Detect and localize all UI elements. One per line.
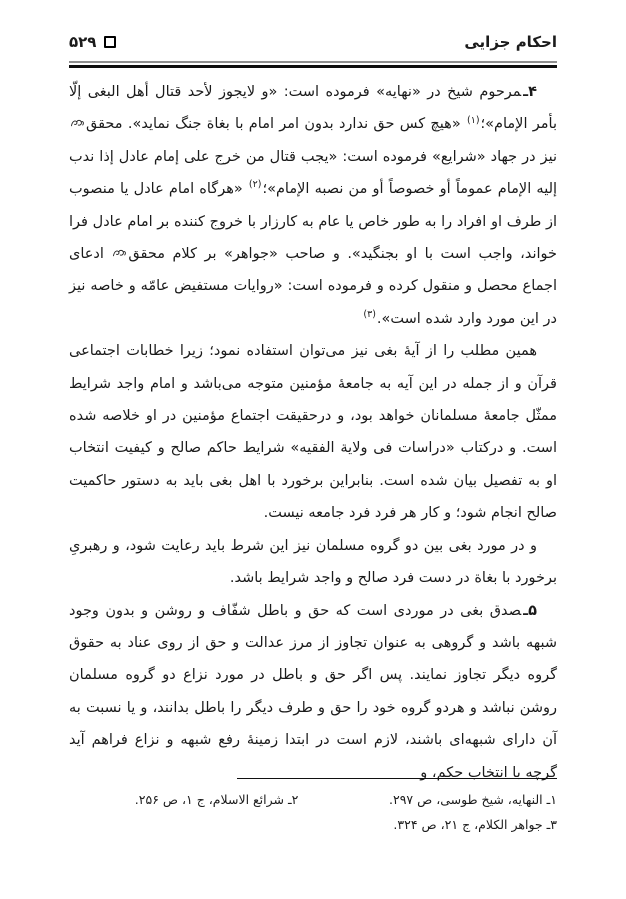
footnote-2: ۲ـ شرائع الاسلام، ج ۱، ص ۲۵۶.: [134, 792, 299, 807]
header-double-rule: [69, 61, 557, 68]
body-run: همین مطلب را از آیهٔ بغی نیز می‌توان استفاده نمود؛ زیرا خطابات اجتماعی قرآن و از جمله در این آیه به جامعهٔ مؤمنین متوجه می‌باشد و امام واجد شرایط ممثّل جامعهٔ مسلمانان خواهد بود، و درحقیقت اجتماع مؤمنین در او خلاصه شده است. و درکتاب «دراسات فی ولایة الفقیه» شرایط حاکم صالح و کیفیت انتخاب او به تفصیل بیان شده است. بنابراین برخورد با اهل بغی باید به دستور حاکمیت صالح انجام شود؛ و کار هر فرد فرد جامعه نیست.: [69, 343, 557, 522]
footnote-marker-3: (۳): [363, 309, 376, 321]
body-run: نیز در جهاد «شرایع» فرموده است: «یجب قتال من خرج علی إمام عادل إذا ندب إلیه الإمام عموماً أو خصوصاً أو من نصبه الإمام»؛: [69, 148, 558, 198]
page-number-block: [69, 33, 116, 51]
footnote-marker-2: (۲): [248, 179, 262, 191]
paragraph-4: [69, 76, 557, 335]
body-run: «هیچ کس حق ندارد بدون امر امام با بغاة جنگ نماید». محقق: [86, 116, 466, 133]
paragraph-aye-baghy: [69, 335, 557, 529]
item-number: ۵ـ: [523, 602, 537, 619]
qoddisa-sirruh-icon: [112, 248, 127, 259]
footnote-area: [69, 778, 557, 837]
body-run: ادعای اجماع محصل و منقول کرده و فرموده است: «روایات مستفیض عامّه و خاصه نیز در این مورد وارد شده است».: [69, 246, 557, 327]
body-run: «هرگاه امام عادل یا منصوب از طرف او افراد را به طور خاص یا عام به کارزار با خروج کننده بر امام عادل فرا خواند، واجب است با او بجنگید». و صاحب «جواهر» بر کلام محقق: [69, 181, 557, 263]
footnote-separator-rule: [237, 778, 557, 779]
page-number: ۵۲۹: [69, 33, 97, 51]
square-bullet-icon: [104, 36, 116, 48]
paragraph-5: [69, 595, 557, 789]
paragraph-two-groups: [69, 530, 557, 595]
body-run: مرحوم شیخ در «نهایه» فرموده است: «و لایجوز لأحد قتال أهل البغی إلّا بأمر الإمام»؛: [69, 84, 557, 133]
footnote-list: [69, 787, 557, 837]
item-number: ۴ـ: [523, 84, 537, 100]
qoddisa-sirruh-icon: [70, 118, 85, 129]
footnote-marker-1: (۱): [466, 114, 480, 126]
body-run: صدق بغی در موردی است که حق و باطل شفّاف و روشن و بدون وجود شبهه باشد و گروهی به عنوان تجاوز از مرز عدالت و حق از روی عناد به حقوق گروه دیگر تجاوز نمایند. پس اگر حق و باطل در مورد نزاع دو گروه مسلمان روشن نباشد و هردو گروه خود را حق و طرف دیگر را باطل بدانند، و یا نسبت به آن دارای شبهه‌ای باشند، لازم است در ابتدا زمینهٔ رفع شبهه و نزاع فراهم آید گرچه با انتخاب حکم، و: [69, 602, 557, 781]
body-run: و در مورد بغی بین دو گروه مسلمان نیز این شرط باید رعایت شود، و رهبریِ برخورد با بغاة در دست فرد صالح و واجد شرایط باشد.: [69, 537, 557, 587]
footnote-1: ۱ـ النهایه، شیخ طوسی، ص ۲۹۷.: [389, 792, 557, 807]
footnote-3: ۳ـ جواهر الکلام، ج ۲۱، ص ۳۲۴.: [393, 817, 557, 832]
page-header: [69, 33, 557, 51]
chapter-title: احکام جزایی: [464, 33, 557, 51]
body-text: [69, 76, 557, 789]
